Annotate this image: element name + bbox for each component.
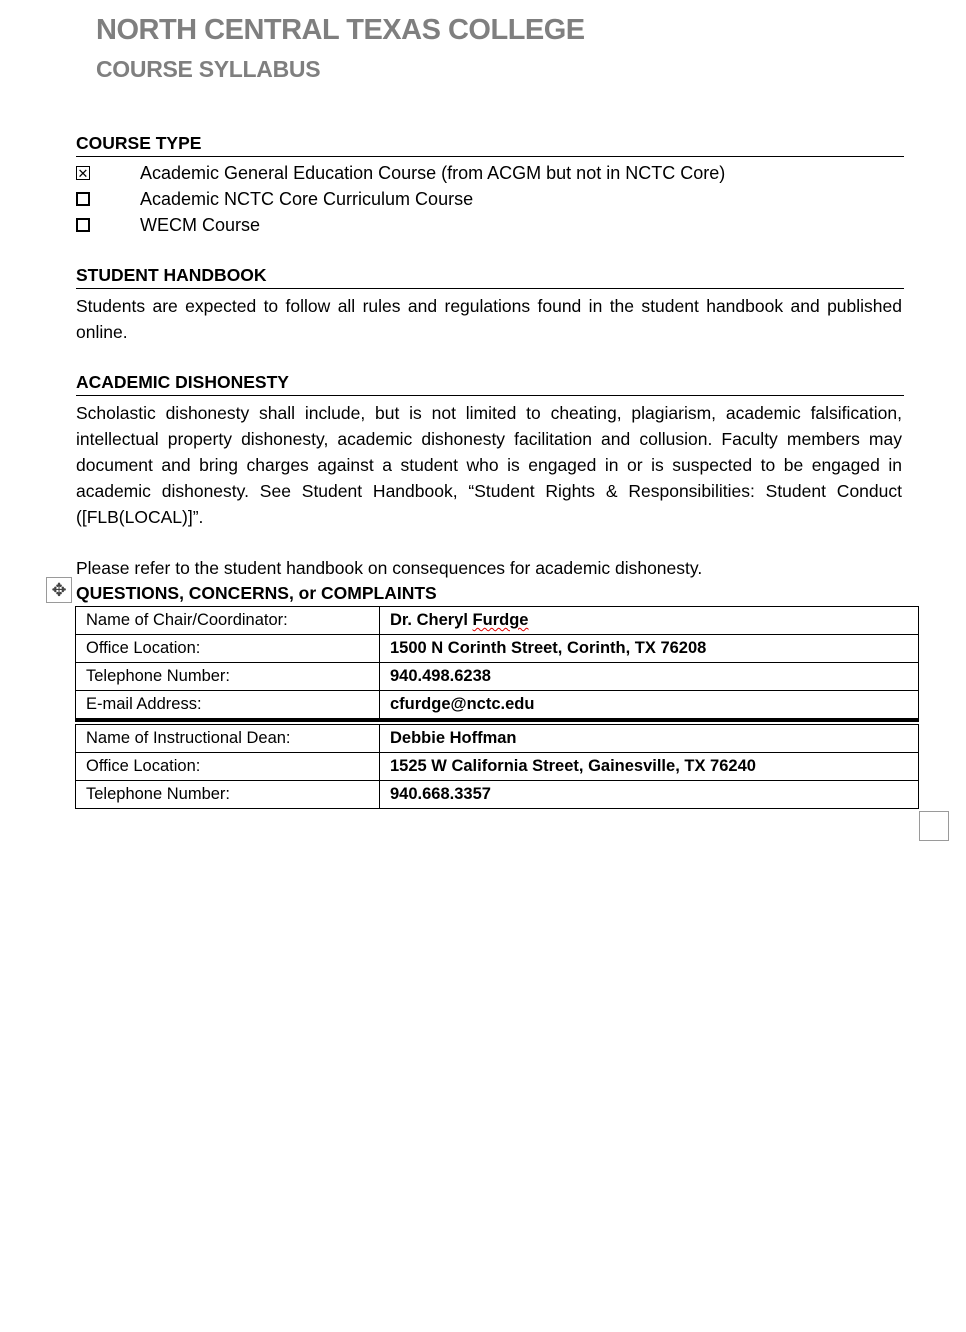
option-label: Academic NCTC Core Curriculum Course: [140, 188, 474, 209]
unchecked-box-icon[interactable]: [76, 218, 90, 232]
table-row: [76, 663, 919, 691]
dean-name-label: Name of Instructional Dean:: [76, 725, 380, 753]
academic-dishonesty-note: Please refer to the student handbook on consequences for academic dishonesty.: [76, 558, 703, 578]
dean-contact-table: [75, 724, 919, 809]
table-row: [76, 691, 919, 719]
chair-contact-table: [75, 606, 919, 719]
student-handbook-text: Students are expected to follow all rules and regulations found in the student handbook and published online.: [76, 296, 902, 342]
course-type-option-core[interactable]: [76, 188, 474, 209]
table-row: [76, 607, 919, 635]
table-row: [76, 635, 919, 663]
academic-dishonesty-heading: ACADEMIC DISHONESTY: [76, 372, 904, 396]
spellcheck-flagged-word[interactable]: Furdge: [472, 611, 529, 629]
option-label: Academic General Education Course (from ACGM but not in NCTC Core): [140, 162, 726, 183]
dean-office-value: 1525 W California Street, Gainesville, TX 76240: [380, 753, 919, 781]
table-resize-handle[interactable]: [919, 811, 949, 841]
chair-office-value: 1500 N Corinth Street, Corinth, TX 76208: [380, 635, 919, 663]
table-row: [76, 753, 919, 781]
table-row: [76, 781, 919, 809]
document-subtitle: COURSE SYLLABUS: [96, 56, 321, 82]
option-label: WECM Course: [140, 214, 261, 235]
chair-name-label: Name of Chair/Coordinator:: [76, 607, 380, 635]
chair-email-label: E-mail Address:: [76, 691, 380, 719]
chair-name-value: [380, 607, 919, 635]
dean-phone-value: 940.668.3357: [380, 781, 919, 809]
college-name: NORTH CENTRAL TEXAS COLLEGE: [96, 14, 585, 46]
unchecked-box-icon[interactable]: [76, 192, 90, 206]
dean-phone-label: Telephone Number:: [76, 781, 380, 809]
table-move-handle-icon[interactable]: ✥: [46, 577, 72, 603]
course-type-heading: COURSE TYPE: [76, 133, 904, 157]
dean-office-label: Office Location:: [76, 753, 380, 781]
academic-dishonesty-text: Scholastic dishonesty shall include, but is not limited to cheating, plagiarism, academic falsification, intellectual property dishonesty, academic dishonesty facilitation and collusion. Faculty members may document and bring charges against a student who is engaged in or is suspected to be engaged in academic dishonesty. See Student Handbook, “Student Rights & Responsibilities: Student Conduct ([FLB(LOCAL)]”.: [76, 403, 902, 527]
student-handbook-heading: STUDENT HANDBOOK: [76, 265, 904, 289]
course-type-option-general[interactable]: [76, 162, 726, 183]
table-row: [76, 725, 919, 753]
table-divider: [75, 718, 919, 722]
chair-office-label: Office Location:: [76, 635, 380, 663]
chair-phone-label: Telephone Number:: [76, 663, 380, 691]
chair-email-value: cfurdge@nctc.edu: [380, 691, 919, 719]
course-type-option-wecm[interactable]: [76, 214, 261, 235]
questions-heading: QUESTIONS, CONCERNS, or COMPLAINTS: [76, 583, 437, 603]
chair-name-first: Dr. Cheryl: [390, 611, 473, 629]
checked-box-icon[interactable]: ✕: [77, 165, 89, 181]
chair-phone-value: 940.498.6238: [380, 663, 919, 691]
dean-name-value: Debbie Hoffman: [380, 725, 919, 753]
